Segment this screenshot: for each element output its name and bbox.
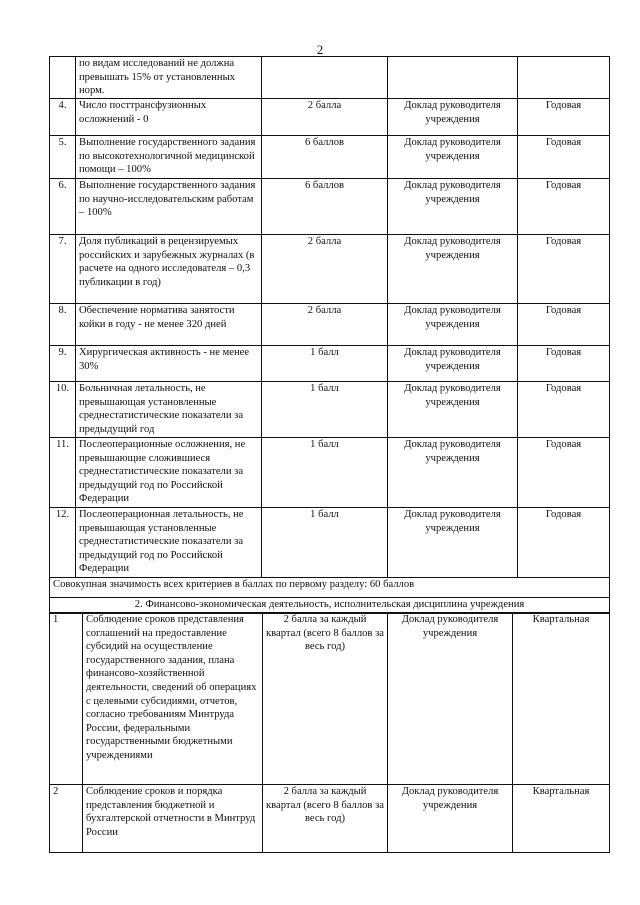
num-cell xyxy=(50,57,76,99)
table-row xyxy=(50,578,610,598)
points-cell: 2 балла xyxy=(262,99,388,136)
criterion-cell: Соблюдение сроков представления соглашений на предоставление субсидий на осуществление государственного задания, плана финансово-хозяйственной деятельности, сведений об операциях с целевыми субсидиями, отчетов, согласно требованиям Минтруда России, федеральными государственными бюджетными учреждениями xyxy=(83,613,263,785)
table-row xyxy=(50,179,610,235)
criterion-cell: Соблюдение сроков и порядка представления бюджетной и бухгалтерской отчетности в Минтруд России xyxy=(83,785,263,853)
table-row xyxy=(50,304,610,346)
table-row xyxy=(50,99,610,136)
period-cell: Годовая xyxy=(518,346,610,382)
num-cell: 9. xyxy=(50,346,76,382)
source-cell: Доклад руководителя учреждения xyxy=(388,508,518,578)
criterion-cell: Обеспечение норматива занятости койки в году - не менее 320 дней xyxy=(76,304,262,346)
source-cell: Доклад руководителя учреждения xyxy=(388,346,518,382)
points-cell: 2 балла за каждый квартал (всего 8 баллов за весь год) xyxy=(263,613,388,785)
num-cell: 8. xyxy=(50,304,76,346)
period-cell: Годовая xyxy=(518,179,610,235)
table-row xyxy=(50,785,610,853)
criterion-cell: Доля публикаций в рецензируемых российских и зарубежных журналах (в расчете на одного исследователя – 0,3 публикации в год) xyxy=(76,235,262,304)
criterion-cell: по видам исследований не должна превышать 15% от установленных норм. xyxy=(76,57,262,99)
criteria-table-section-1 xyxy=(49,56,610,614)
num-cell: 10. xyxy=(50,382,76,438)
criterion-cell: Число посттрансфузионных осложнений - 0 xyxy=(76,99,262,136)
num-cell: 4. xyxy=(50,99,76,136)
period-cell: Годовая xyxy=(518,99,610,136)
source-cell: Доклад руководителя учреждения xyxy=(388,304,518,346)
period-cell: Годовая xyxy=(518,304,610,346)
criterion-cell: Послеоперационные осложнения, не превышающие сложившиеся среднестатистические показатели за предыдущий год по Российской Федерации xyxy=(76,438,262,508)
num-cell: 1 xyxy=(50,613,83,785)
criterion-cell: Хирургическая активность - не менее 30% xyxy=(76,346,262,382)
table-row xyxy=(50,438,610,508)
criterion-cell: Выполнение государственного задания по научно-исследовательским работам – 100% xyxy=(76,179,262,235)
criteria-table-section-2 xyxy=(49,612,610,853)
source-cell: Доклад руководителя учреждения xyxy=(388,179,518,235)
source-cell: Доклад руководителя учреждения xyxy=(388,382,518,438)
criterion-cell: Выполнение государственного задания по высокотехнологичной медицинской помощи – 100% xyxy=(76,136,262,179)
page-number: 2 xyxy=(316,42,324,57)
num-cell: 5. xyxy=(50,136,76,179)
section-1-summary: Совокупная значимость всех критериев в баллах по первому разделу: 60 баллов xyxy=(50,578,610,598)
table-row xyxy=(50,346,610,382)
points-cell: 6 баллов xyxy=(262,179,388,235)
period-cell: Годовая xyxy=(518,136,610,179)
points-cell: 2 балла за каждый квартал (всего 8 баллов за весь год) xyxy=(263,785,388,853)
points-cell: 1 балл xyxy=(262,508,388,578)
table-row xyxy=(50,508,610,578)
period-cell: Квартальная xyxy=(513,785,610,853)
table-row xyxy=(50,57,610,99)
source-cell: Доклад руководителя учреждения xyxy=(388,785,513,853)
points-cell xyxy=(262,57,388,99)
points-cell: 1 балл xyxy=(262,382,388,438)
period-cell: Годовая xyxy=(518,508,610,578)
period-cell: Годовая xyxy=(518,235,610,304)
table-row xyxy=(50,235,610,304)
source-cell: Доклад руководителя учреждения xyxy=(388,235,518,304)
table-row xyxy=(50,613,610,785)
source-cell: Доклад руководителя учреждения xyxy=(388,438,518,508)
section-2-title: 2. Финансово-экономическая деятельность, исполнительская дисциплина учреждения xyxy=(50,598,610,614)
period-cell xyxy=(518,57,610,99)
num-cell: 11. xyxy=(50,438,76,508)
num-cell: 12. xyxy=(50,508,76,578)
period-cell: Квартальная xyxy=(513,613,610,785)
num-cell: 2 xyxy=(50,785,83,853)
points-cell: 6 баллов xyxy=(262,136,388,179)
points-cell: 2 балла xyxy=(262,235,388,304)
source-cell: Доклад руководителя учреждения xyxy=(388,136,518,179)
points-cell: 1 балл xyxy=(262,438,388,508)
table-row xyxy=(50,382,610,438)
source-cell: Доклад руководителя учреждения xyxy=(388,99,518,136)
period-cell: Годовая xyxy=(518,382,610,438)
points-cell: 2 балла xyxy=(262,304,388,346)
source-cell xyxy=(388,57,518,99)
criterion-cell: Больничная летальность, не превышающая установленные среднестатистические показатели за предыдущий год xyxy=(76,382,262,438)
criterion-cell: Послеоперационная летальность, не превышающая установленные среднестатистические показатели за предыдущий год по Российской Федерации xyxy=(76,508,262,578)
num-cell: 6. xyxy=(50,179,76,235)
table-row xyxy=(50,136,610,179)
points-cell: 1 балл xyxy=(262,346,388,382)
num-cell: 7. xyxy=(50,235,76,304)
period-cell: Годовая xyxy=(518,438,610,508)
source-cell: Доклад руководителя учреждения xyxy=(388,613,513,785)
